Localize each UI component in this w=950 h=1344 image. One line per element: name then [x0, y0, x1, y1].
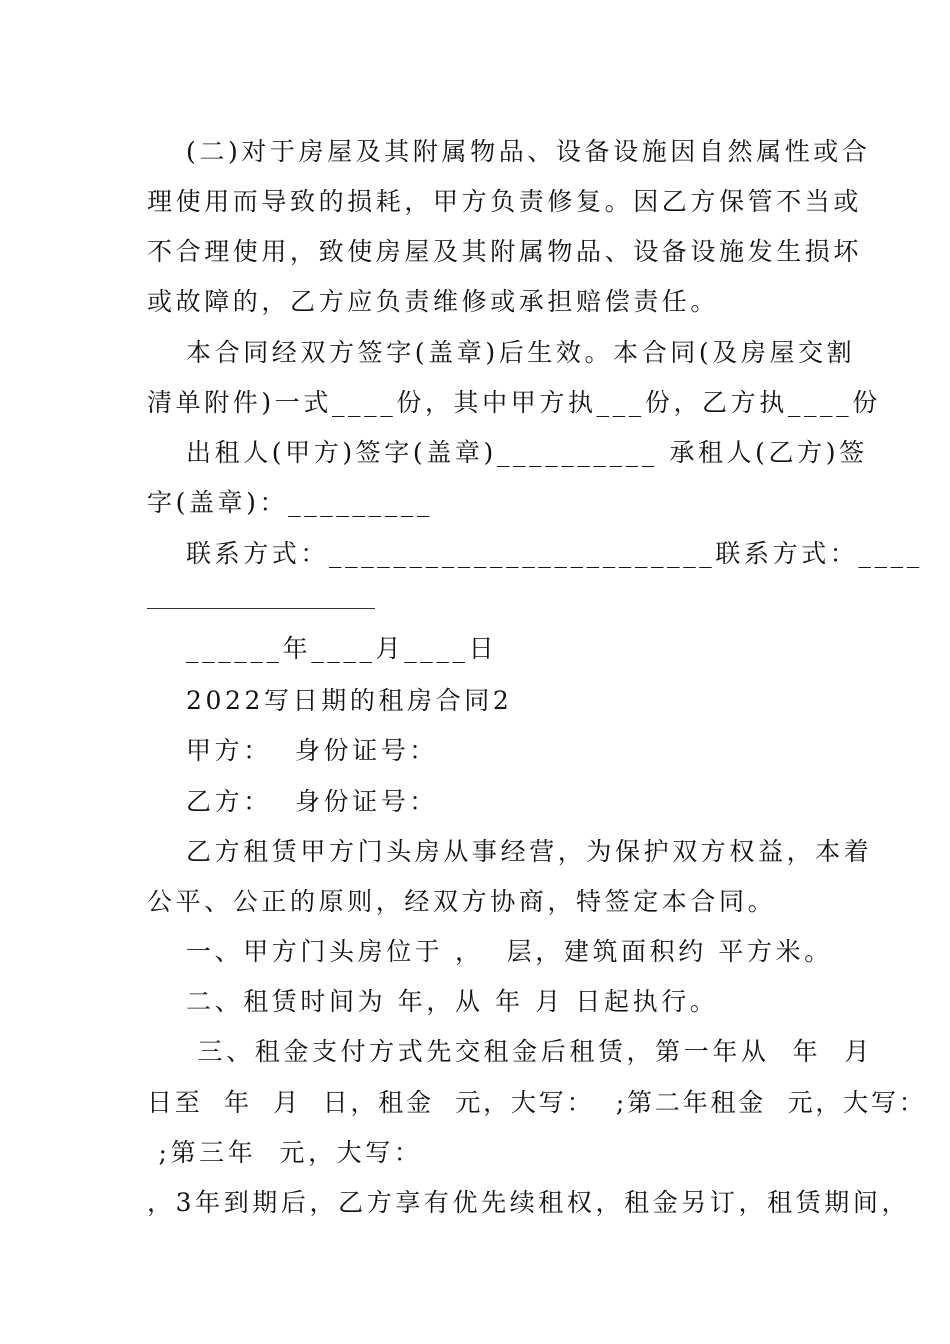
- text-line: 或故障的，乙方应负责维修或承担赔偿责任。: [147, 287, 720, 316]
- text-line: (二)对于房屋及其附属物品、设备设施因自然属性或合: [186, 137, 871, 166]
- text-line: 本合同经双方签字(盖章)后生效。本合同(及房屋交割: [186, 338, 856, 367]
- signature-underline: [147, 608, 375, 609]
- text-line: 二、租赁时间为 年，从 年 月 日起执行。: [186, 987, 719, 1016]
- text-line: 日至 年 月 日，租金 元，大写： ;第二年租金 元，大写：: [147, 1088, 927, 1117]
- text-line: 一、甲方门头房位于 ， 层，建筑面积约 平方米。: [186, 937, 833, 966]
- text-line: 清单附件)一式____份，其中甲方执___份，乙方执____份: [147, 388, 881, 417]
- text-line: ，3年到期后，乙方享有优先续租权，租金另订，租赁期间，: [147, 1188, 911, 1217]
- text-line: 公平、公正的原则，经双方协商，特签定本合同。: [147, 887, 777, 916]
- text-line: 字(盖章)：_________: [147, 488, 434, 517]
- text-line: 联系方式：________________________联系方式：____: [186, 539, 923, 568]
- text-line: 乙方租赁甲方门头房从事经营，为保护双方权益，本着: [186, 837, 873, 866]
- text-line: ;第三年 元，大写：: [147, 1138, 423, 1167]
- text-line: 不合理使用，致使房屋及其附属物品、设备设施发生损坏: [147, 237, 863, 266]
- text-line: 甲方： 身份证号：: [186, 736, 438, 765]
- text-line: 出租人(甲方)签字(盖章)__________ 承租人(乙方)签: [186, 438, 868, 467]
- section-title: 2022写日期的租房合同2: [186, 686, 513, 715]
- date-line: ______年____月____日: [186, 634, 498, 663]
- text-line: 三、租金支付方式先交租金后租赁，第一年从 年 月: [186, 1037, 873, 1066]
- text-line: 乙方： 身份证号：: [186, 787, 438, 816]
- text-line: 理使用而导致的损耗，甲方负责修复。因乙方保管不当或: [147, 187, 863, 216]
